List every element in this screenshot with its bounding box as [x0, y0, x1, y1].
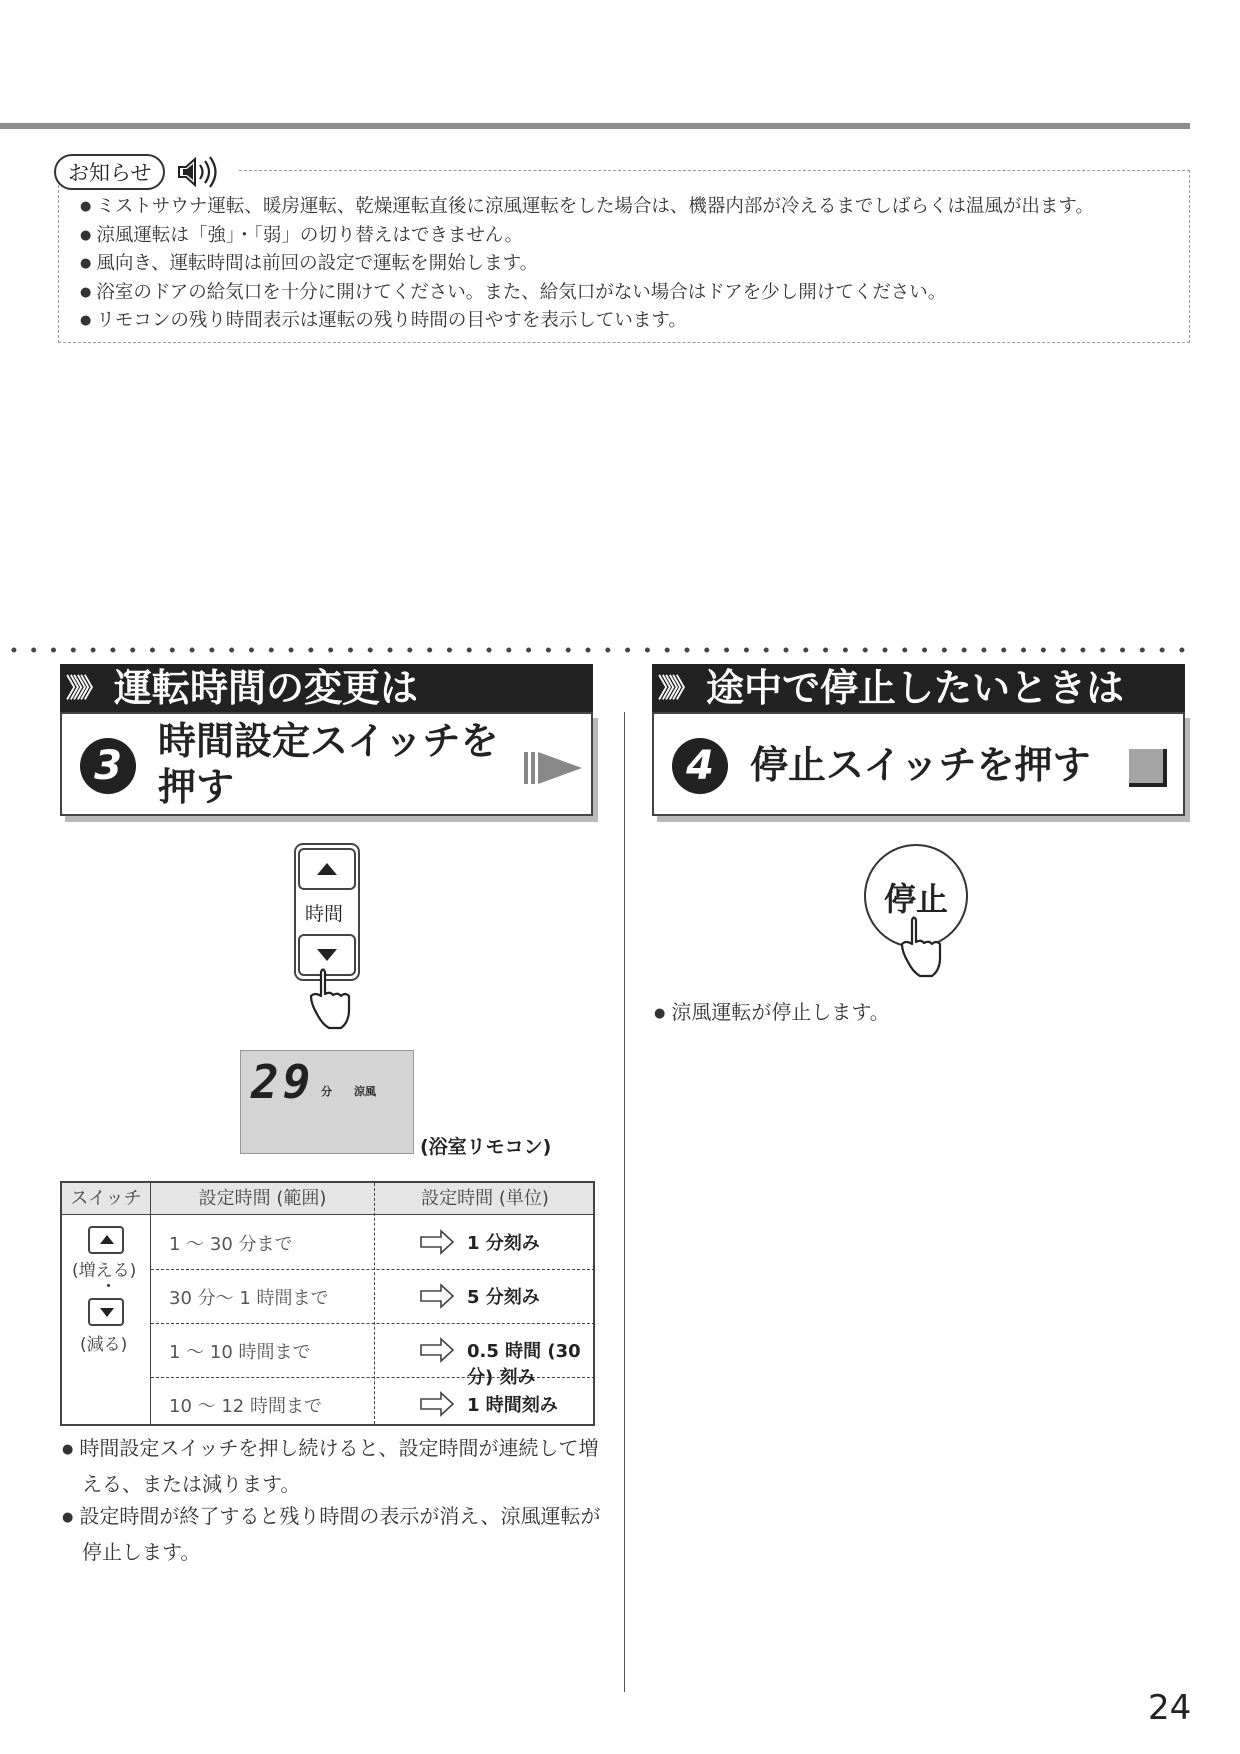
- chevron-icon: 》》》: [66, 674, 101, 704]
- note-item: ● 涼風運転が停止します。: [654, 996, 1174, 1032]
- row-range: 1 ～ 10 時間まで: [169, 1342, 311, 1363]
- table-row: [151, 1270, 595, 1324]
- header-range: 設定時間 (範囲): [198, 1188, 327, 1209]
- right-arrow-icon: [419, 1229, 455, 1255]
- note-item: ● 設定時間が終了すると残り時間の表示が消え、涼風運転が停止します。: [62, 1500, 602, 1568]
- stop-button[interactable]: [862, 844, 972, 988]
- notice-item: ● 浴室のドアの給気口を十分に開けてください。また、給気口がない場合はドアを少し開けてください。: [80, 280, 1094, 309]
- table-row: [151, 1216, 595, 1270]
- section-title-right: 途中で停止したいときは: [706, 666, 1125, 710]
- stop-button-label: 停止: [884, 880, 949, 918]
- header-unit: 設定時間 (単位): [421, 1188, 549, 1209]
- time-setting-table: [60, 1181, 595, 1426]
- right-arrow-icon: [419, 1391, 455, 1417]
- notice-header: [54, 154, 223, 190]
- table-switch-cell: [62, 1216, 150, 1426]
- up-key-icon: [88, 1226, 124, 1254]
- table-header: [62, 1183, 593, 1215]
- row-unit: 0.5 時間 (30 分) 刻み: [467, 1341, 581, 1388]
- step-card-3: [60, 712, 593, 816]
- lcd-unit: 分: [321, 1085, 332, 1098]
- time-switch-graphic: [293, 842, 361, 1032]
- row-range: 30 分～ 1 時間まで: [169, 1288, 329, 1309]
- right-arrow-icon: [419, 1283, 455, 1309]
- switch-down-label: (減る): [80, 1335, 128, 1355]
- step-number-3: 3: [80, 738, 136, 794]
- lcd-caption: (浴室リモコン): [420, 1136, 552, 1158]
- step-text-line1: 時間設定スイッチを: [158, 719, 499, 763]
- notice-item: ● 風向き、運転時間は前回の設定で運転を開始します。: [80, 251, 1094, 280]
- notice-item: ● リモコンの残り時間表示は運転の残り時間の目やすを表示しています。: [80, 308, 1094, 337]
- right-arrow-icon: [419, 1337, 455, 1363]
- table-row: [151, 1378, 595, 1432]
- dotted-separator: [4, 646, 1194, 654]
- section-title-left: 運転時間の変更は: [114, 666, 419, 710]
- step-text-3: [158, 718, 498, 810]
- down-key-icon: [88, 1298, 124, 1326]
- step-card-4: [652, 712, 1185, 816]
- page-number: 24: [1148, 1688, 1192, 1728]
- step-number-4: 4: [672, 738, 728, 794]
- table-row: [151, 1324, 595, 1388]
- row-range: 1 ～ 30 分まで: [169, 1234, 293, 1255]
- notice-item: ● 涼風運転は「強」・「弱」の切り替えはできません。: [80, 223, 1094, 252]
- row-unit: 5 分刻み: [467, 1287, 540, 1308]
- stop-square-icon: [1128, 748, 1170, 790]
- lcd-digits: 29: [251, 1055, 315, 1109]
- lcd-display: [240, 1050, 414, 1154]
- section-header-left: [60, 664, 593, 712]
- row-unit: 1 分刻み: [467, 1233, 540, 1254]
- notice-label: お知らせ: [54, 154, 165, 190]
- notice-list: [80, 194, 1094, 337]
- step-text-4: 停止スイッチを押す: [750, 743, 1091, 787]
- switch-up-label: (増える): [72, 1261, 137, 1281]
- row-range: 10 ～ 12 時間まで: [169, 1396, 322, 1417]
- header-switch: スイッチ: [70, 1188, 142, 1209]
- time-switch[interactable]: [293, 842, 361, 1036]
- section-header-right: [652, 664, 1185, 712]
- next-arrow-icon: [524, 750, 584, 786]
- step-text-line2: 押す: [158, 765, 235, 809]
- notice-item: ● ミストサウナ運転、暖房運転、乾燥運転直後に涼風運転をした場合は、機器内部が冷えるまでしばらくは温風が出ます。: [80, 194, 1094, 223]
- switch-dot: ・: [100, 1277, 117, 1297]
- right-notes: [654, 996, 1174, 1032]
- top-rule: [0, 123, 1190, 129]
- column-divider: [624, 712, 625, 1692]
- lcd-mode: 涼風: [354, 1085, 376, 1098]
- chevron-icon: 》》》: [658, 674, 693, 704]
- row-unit: 1 時間刻み: [467, 1395, 558, 1416]
- note-item: ● 時間設定スイッチを押し続けると、設定時間が連続して増える、または減ります。: [62, 1432, 602, 1500]
- left-notes: [62, 1432, 602, 1568]
- speaker-icon: [173, 155, 223, 189]
- time-switch-label: 時間: [305, 903, 344, 925]
